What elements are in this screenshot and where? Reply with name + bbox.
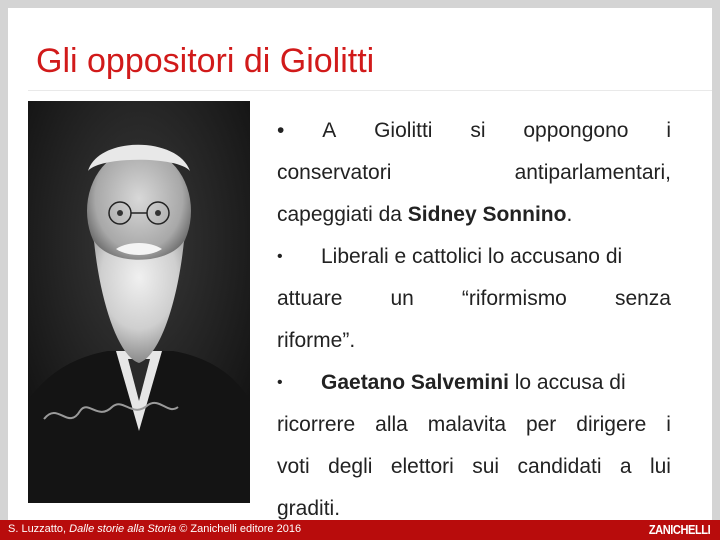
word: elettori — [390, 455, 454, 478]
text: Liberali e cattolici lo accusano di — [321, 245, 623, 268]
text: riforme”. — [277, 329, 356, 352]
slide-title: Gli oppositori di Giolitti — [36, 42, 375, 80]
text: graditi. — [277, 497, 341, 520]
name-salvemini: Gaetano Salvemini — [321, 371, 509, 394]
word: lui — [649, 455, 671, 478]
word: dirigere — [576, 413, 647, 436]
bullet-line — [277, 110, 671, 152]
word: degli — [328, 455, 373, 478]
word: per — [525, 413, 557, 436]
word: senza — [614, 287, 671, 310]
bullet-line — [277, 320, 671, 362]
portrait-illustration — [28, 101, 250, 503]
name-sonnino: Sidney Sonnino — [407, 203, 567, 226]
title-divider — [28, 90, 712, 91]
word: i — [666, 413, 671, 436]
word: antiparlamentari, — [514, 161, 671, 184]
footer-bar — [0, 520, 720, 540]
footer-credit — [8, 523, 301, 535]
text: lo accusa di — [508, 371, 626, 394]
word: sui — [472, 455, 500, 478]
bullet-line — [277, 194, 671, 236]
word: alla — [375, 413, 408, 436]
publisher-logo: ZANICHELLI — [648, 522, 710, 537]
word: si — [470, 119, 486, 142]
bullet-line — [277, 152, 671, 194]
bullet-marker: • — [277, 248, 283, 265]
bullet-line — [277, 404, 671, 446]
word: un — [390, 287, 414, 310]
bullet-line — [277, 362, 671, 404]
word: voti — [277, 455, 310, 478]
text: capeggiati da — [277, 203, 408, 226]
text: . — [566, 203, 573, 226]
bullet-list — [277, 110, 671, 530]
credit-author: S. Luzzatto, — [8, 523, 70, 535]
credit-book: Dalle storie alla Storia — [69, 523, 177, 535]
bullet-item-conservatori — [277, 110, 671, 236]
word: malavita — [427, 413, 506, 436]
bullet-line — [277, 236, 671, 278]
bullet-line — [277, 446, 671, 488]
word: attuare — [277, 287, 343, 310]
bullet-marker: • — [277, 119, 285, 142]
word: A — [322, 119, 337, 142]
bullet-line — [277, 278, 671, 320]
word: oppongono — [523, 119, 629, 142]
credit-publisher: © Zanichelli editore 2016 — [176, 523, 302, 535]
bullet-marker: • — [277, 374, 283, 391]
word: candidati — [517, 455, 602, 478]
portrait-photo — [28, 101, 250, 503]
word: “riformismo — [461, 287, 567, 310]
word: a — [619, 455, 632, 478]
bullet-item-liberali — [277, 236, 671, 362]
word: Giolitti — [374, 119, 433, 142]
word: i — [666, 119, 671, 142]
bullet-item-salvemini — [277, 362, 671, 530]
word: ricorrere — [277, 413, 356, 436]
word: conservatori — [277, 161, 392, 184]
